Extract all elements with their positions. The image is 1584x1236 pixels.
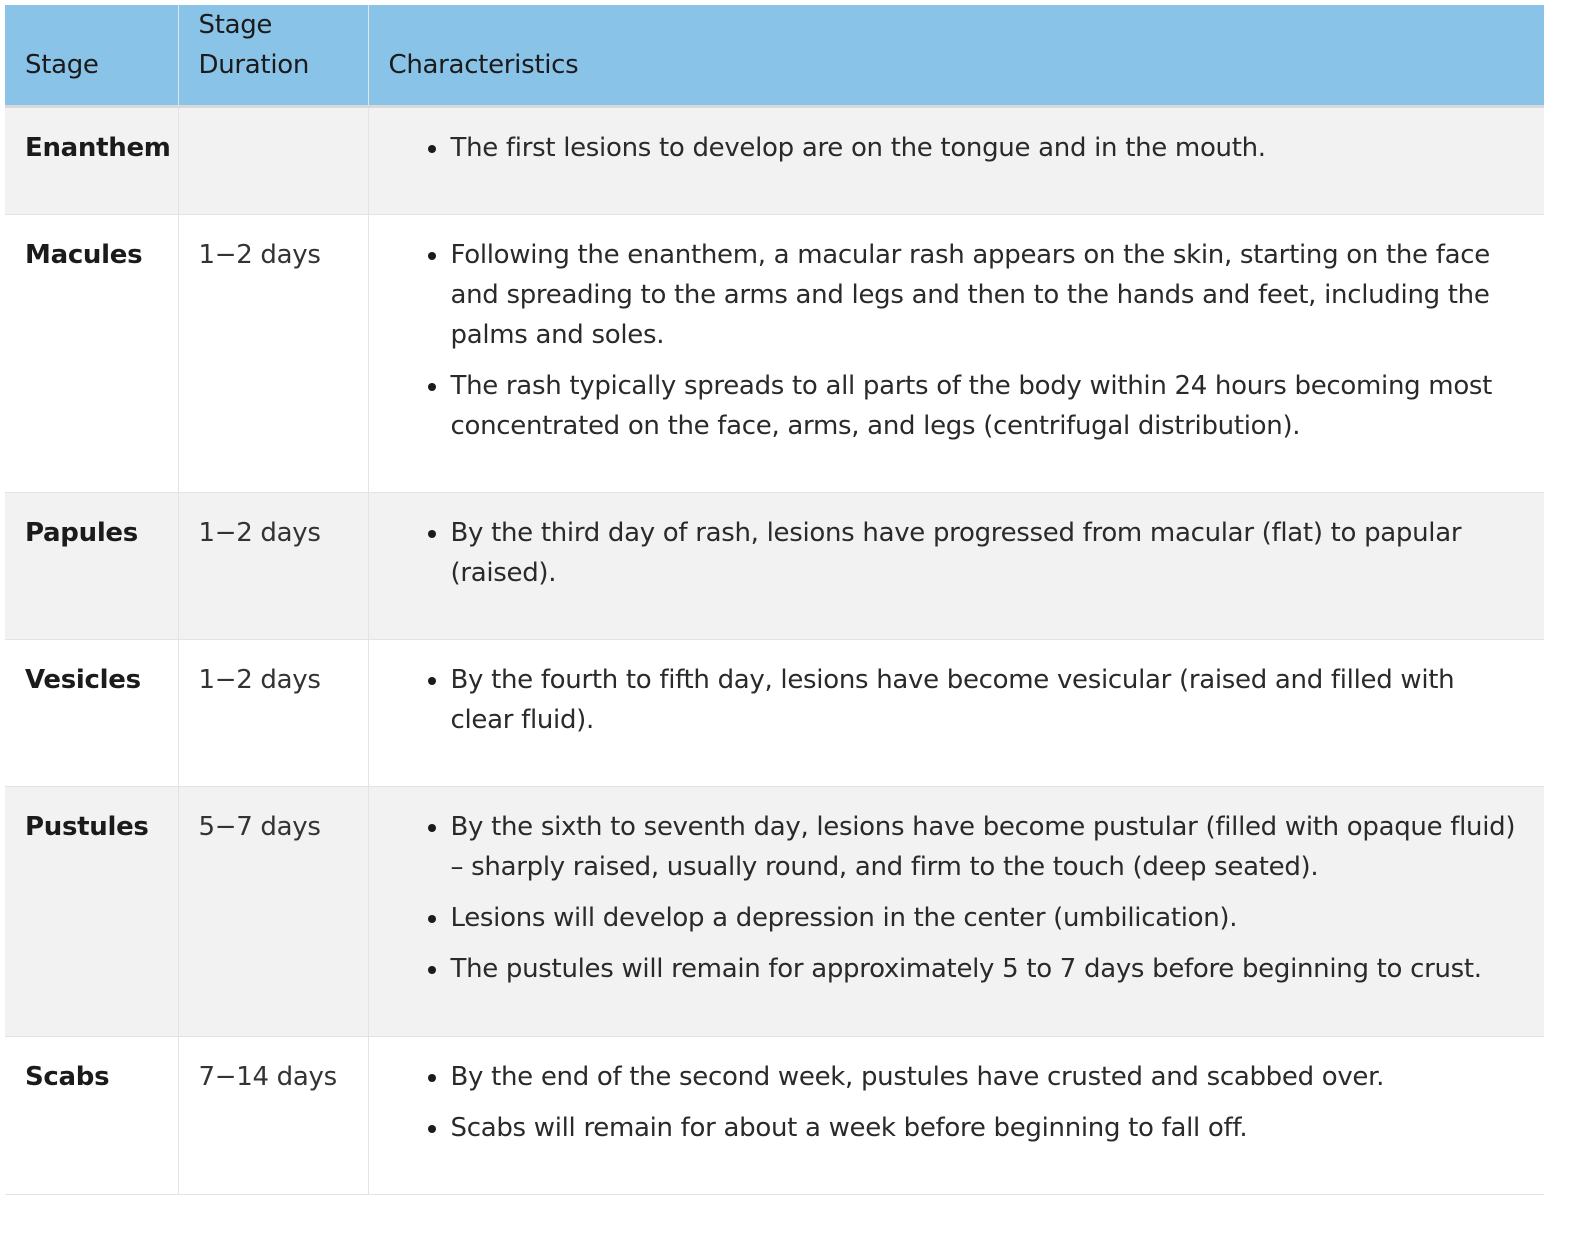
header-characteristics: Characteristics — [368, 5, 1544, 107]
header-row — [5, 5, 1544, 107]
duration-cell: 5−7 days — [178, 787, 368, 1037]
table-row-macules — [5, 215, 1544, 493]
duration-cell: 1−2 days — [178, 640, 368, 787]
table-row-pustules — [5, 787, 1544, 1037]
header-stage-duration: Stage Duration — [178, 5, 368, 107]
characteristic-item: The rash typically spreads to all parts of the body within 24 hours becoming most concentrated on the face, arms, and legs (centrifugal distribution). — [451, 366, 1525, 446]
stage-cell: Pustules — [5, 787, 178, 1037]
rash-stages-table — [5, 5, 1544, 1195]
characteristic-item: By the third day of rash, lesions have progressed from macular (flat) to papular (raised). — [451, 513, 1525, 593]
characteristics-list — [389, 807, 1525, 989]
table-row-papules — [5, 493, 1544, 640]
header-stage: Stage — [5, 5, 178, 107]
stage-cell: Vesicles — [5, 640, 178, 787]
characteristics-cell — [368, 215, 1544, 493]
characteristics-list — [389, 128, 1525, 168]
characteristic-item: The pustules will remain for approximately 5 to 7 days before beginning to crust. — [451, 949, 1525, 989]
stage-cell: Enanthem — [5, 107, 178, 215]
characteristic-item: By the end of the second week, pustules have crusted and scabbed over. — [451, 1057, 1525, 1097]
characteristics-cell — [368, 493, 1544, 640]
characteristic-item: The first lesions to develop are on the tongue and in the mouth. — [451, 128, 1525, 168]
characteristics-list — [389, 235, 1525, 446]
characteristic-item: By the sixth to seventh day, lesions have become pustular (filled with opaque fluid) – sharply raised, usually round, and firm to the touch (deep seated). — [451, 807, 1525, 887]
stage-cell: Scabs — [5, 1037, 178, 1195]
characteristic-item: Following the enanthem, a macular rash appears on the skin, starting on the face and spreading to the arms and legs and then to the hands and feet, including the palms and soles. — [451, 235, 1525, 355]
table-row-enanthem — [5, 107, 1544, 215]
smallpox-rash-stages-table-container — [5, 5, 1544, 1195]
characteristics-cell — [368, 787, 1544, 1037]
table-header — [5, 5, 1544, 107]
characteristic-item: Lesions will develop a depression in the center (umbilication). — [451, 898, 1525, 938]
characteristic-item: Scabs will remain for about a week before beginning to fall off. — [451, 1108, 1525, 1148]
table-row-vesicles — [5, 640, 1544, 787]
stage-cell: Papules — [5, 493, 178, 640]
characteristics-cell — [368, 1037, 1544, 1195]
characteristics-cell — [368, 107, 1544, 215]
stage-cell: Macules — [5, 215, 178, 493]
characteristics-cell — [368, 640, 1544, 787]
duration-cell: 1−2 days — [178, 493, 368, 640]
duration-cell: 7−14 days — [178, 1037, 368, 1195]
duration-cell: 1−2 days — [178, 215, 368, 493]
table-row-scabs — [5, 1037, 1544, 1195]
characteristics-list — [389, 513, 1525, 593]
table-body — [5, 107, 1544, 1195]
characteristics-list — [389, 1057, 1525, 1148]
characteristic-item: By the fourth to fifth day, lesions have become vesicular (raised and filled with clear fluid). — [451, 660, 1525, 740]
duration-cell — [178, 107, 368, 215]
characteristics-list — [389, 660, 1525, 740]
